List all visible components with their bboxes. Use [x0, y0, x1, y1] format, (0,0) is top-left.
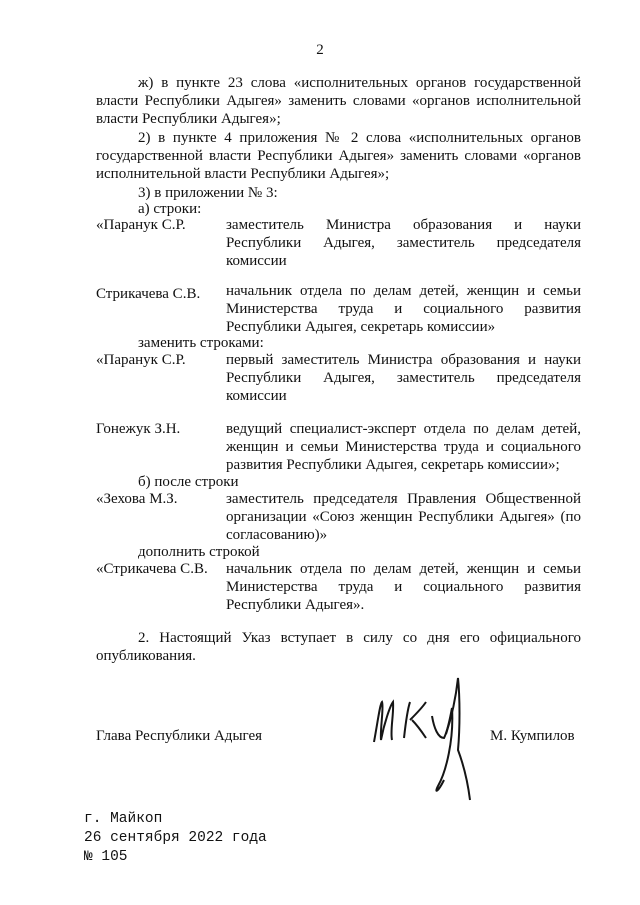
handwritten-signature: [368, 668, 488, 808]
paragraph-item-3: 3) в приложении № 3:: [138, 185, 278, 201]
entry-description: заместитель Министра образования и науки Республики Адыгея, заместитель председателя комиссии: [226, 217, 581, 269]
document-number: № 105: [84, 849, 128, 865]
signatory-name: М. Кумпилов: [490, 728, 575, 744]
entry-name: «Стрикачева С.В.: [96, 561, 208, 577]
place-line: г. Майкоп: [84, 811, 163, 827]
paragraph-item-zh: ж) в пункте 23 слова «исполнительных органов государственной власти Республики Адыгея» заменить словами «органов исполнительной власти Республики Адыгея»;: [96, 75, 581, 127]
subitem-b: б) после строки: [138, 474, 239, 490]
date-line: 26 сентября 2022 года: [84, 830, 267, 846]
replace-instruction: заменить строками:: [138, 335, 264, 351]
entry-description: заместитель председателя Правления Общественной организации «Союз женщин Республики Адыгея» (по согласованию)»: [226, 491, 581, 543]
entry-name: «Паранук С.Р.: [96, 217, 186, 233]
entry-description: начальник отдела по делам детей, женщин и семьи Министерства труда и социального развития Республики Адыгея, секретарь комиссии»: [226, 283, 581, 335]
final-paragraph: 2. Настоящий Указ вступает в силу со дня его официального опубликования.: [96, 630, 581, 664]
entry-name: Гонежук З.Н.: [96, 421, 181, 437]
entry-name: Стрикачева С.В.: [96, 286, 201, 302]
subitem-a: а) строки:: [138, 201, 202, 217]
signatory-title: Глава Республики Адыгея: [96, 728, 263, 744]
entry-description: первый заместитель Министра образования и науки Республики Адыгея, заместитель председателя комиссии: [226, 352, 581, 404]
page-number: 2: [316, 42, 324, 58]
paragraph-item-2: 2) в пункте 4 приложения № 2 слова «исполнительных органов государственной власти Республики Адыгея» заменить словами «органов исполнительной власти Республики Адыгея»;: [96, 130, 581, 182]
entry-name: «Зехова М.З.: [96, 491, 178, 507]
entry-description: начальник отдела по делам детей, женщин и семьи Министерства труда и социального развития Республики Адыгея».: [226, 561, 581, 613]
add-instruction: дополнить строкой: [138, 544, 260, 560]
entry-name: «Паранук С.Р.: [96, 352, 186, 368]
entry-description: ведущий специалист-эксперт отдела по делам детей, женщин и семьи Министерства труда и социального развития Республики Адыгея, секретарь комиссии»;: [226, 421, 581, 473]
